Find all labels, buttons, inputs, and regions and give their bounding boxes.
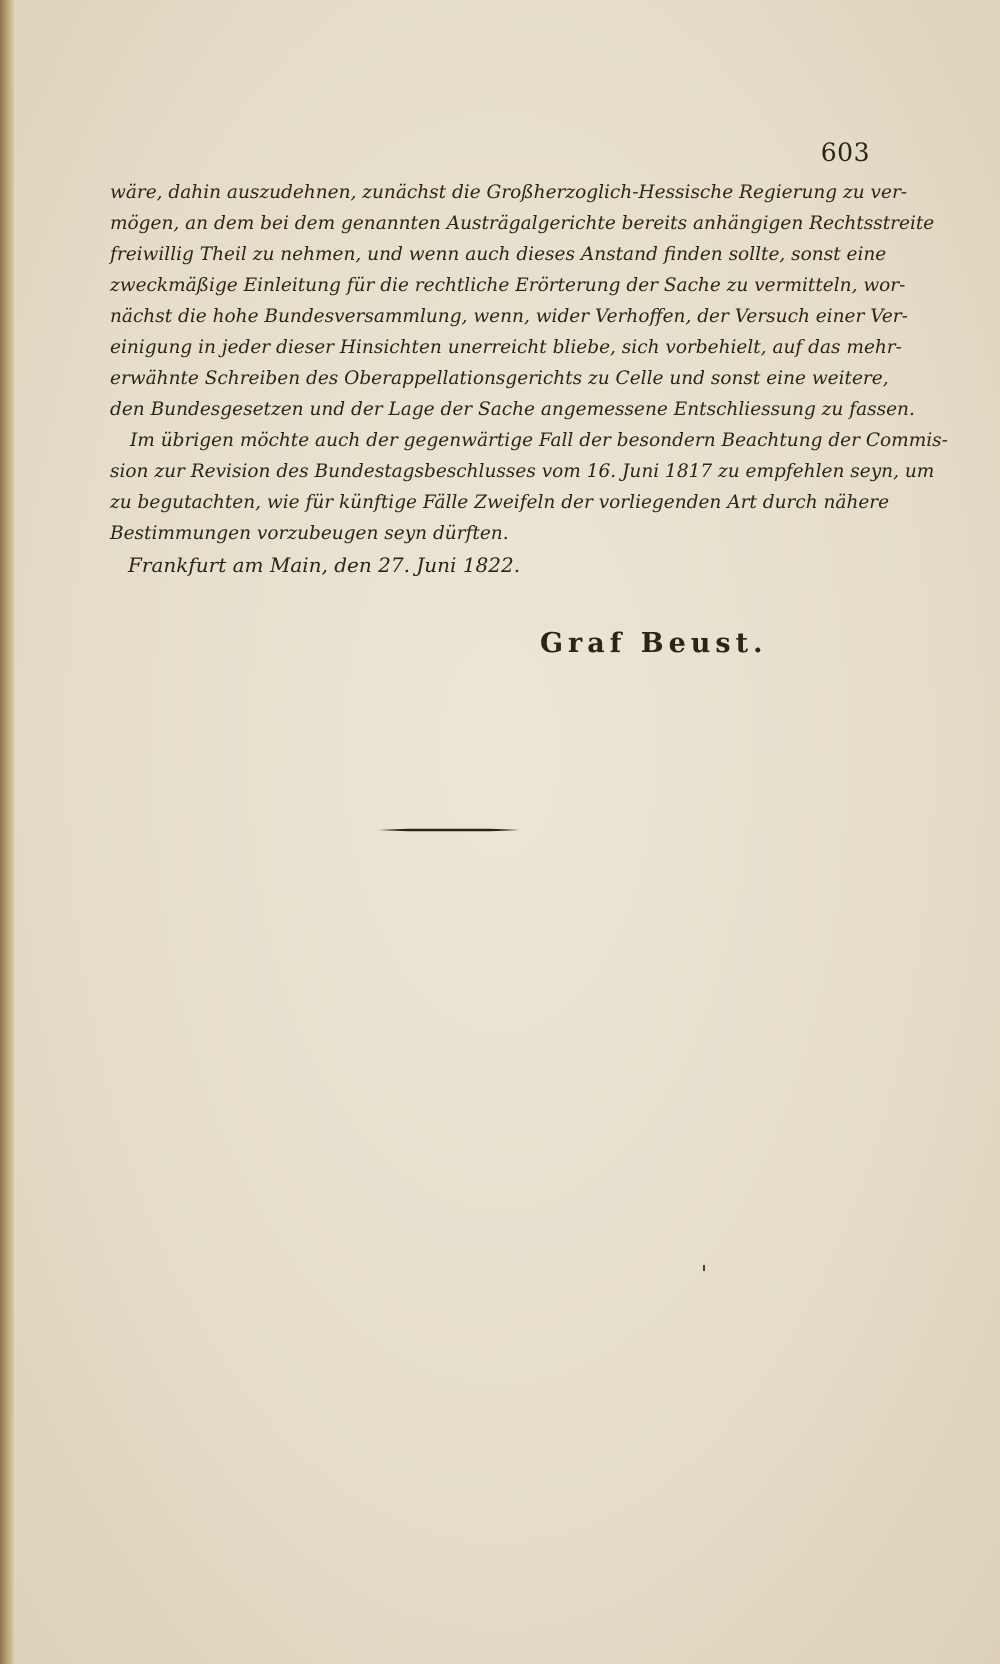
text-line: einigung in jeder dieser Hinsichten unerreicht bliebe, sich vorbehielt, auf das mehr- xyxy=(110,337,902,358)
paragraph-2 xyxy=(110,425,948,549)
text-line: sion zur Revision des Bundestagsbeschlusses vom 16. Juni 1817 zu empfehlen seyn, um xyxy=(110,461,935,482)
page-number: 603 xyxy=(820,138,870,167)
ink-speck xyxy=(703,1265,705,1271)
text-line: zweckmäßige Einleitung für die rechtliche Erörterung der Sache zu vermitteln, wor- xyxy=(110,275,906,296)
book-spine-edge xyxy=(0,0,14,1664)
text-line: zu begutachten, wie für künftige Fälle Zweifeln der vorliegenden Art durch nähere xyxy=(110,492,890,513)
text-line: den Bundesgesetzen und der Lage der Sache angemessene Entschliessung zu fassen. xyxy=(110,399,915,420)
text-line: Bestimmungen vorzubeugen seyn dürften. xyxy=(110,523,509,544)
text-line: freiwillig Theil zu nehmen, und wenn auch dieses Anstand finden sollte, sonst eine xyxy=(110,244,887,265)
closing-rule xyxy=(378,828,520,832)
signature: Graf Beust. xyxy=(540,628,768,659)
paragraph-1 xyxy=(110,177,935,425)
place-date-line: Frankfurt am Main, den 27. Juni 1822. xyxy=(128,553,521,577)
text-line: wäre, dahin auszudehnen, zunächst die Großherzoglich-Hessische Regierung zu ver- xyxy=(110,182,908,203)
text-line: mögen, an dem bei dem genannten Austrägalgerichte bereits anhängigen Rechtsstreite xyxy=(110,213,935,234)
text-line: Im übrigen möchte auch der gegenwärtige Fall der besondern Beachtung der Commis- xyxy=(130,430,948,451)
text-line: erwähnte Schreiben des Oberappellationsgerichts zu Celle und sonst eine weitere, xyxy=(110,368,889,389)
text-line: nächst die hohe Bundesversammlung, wenn, wider Verhoffen, der Versuch einer Ver- xyxy=(110,306,908,327)
